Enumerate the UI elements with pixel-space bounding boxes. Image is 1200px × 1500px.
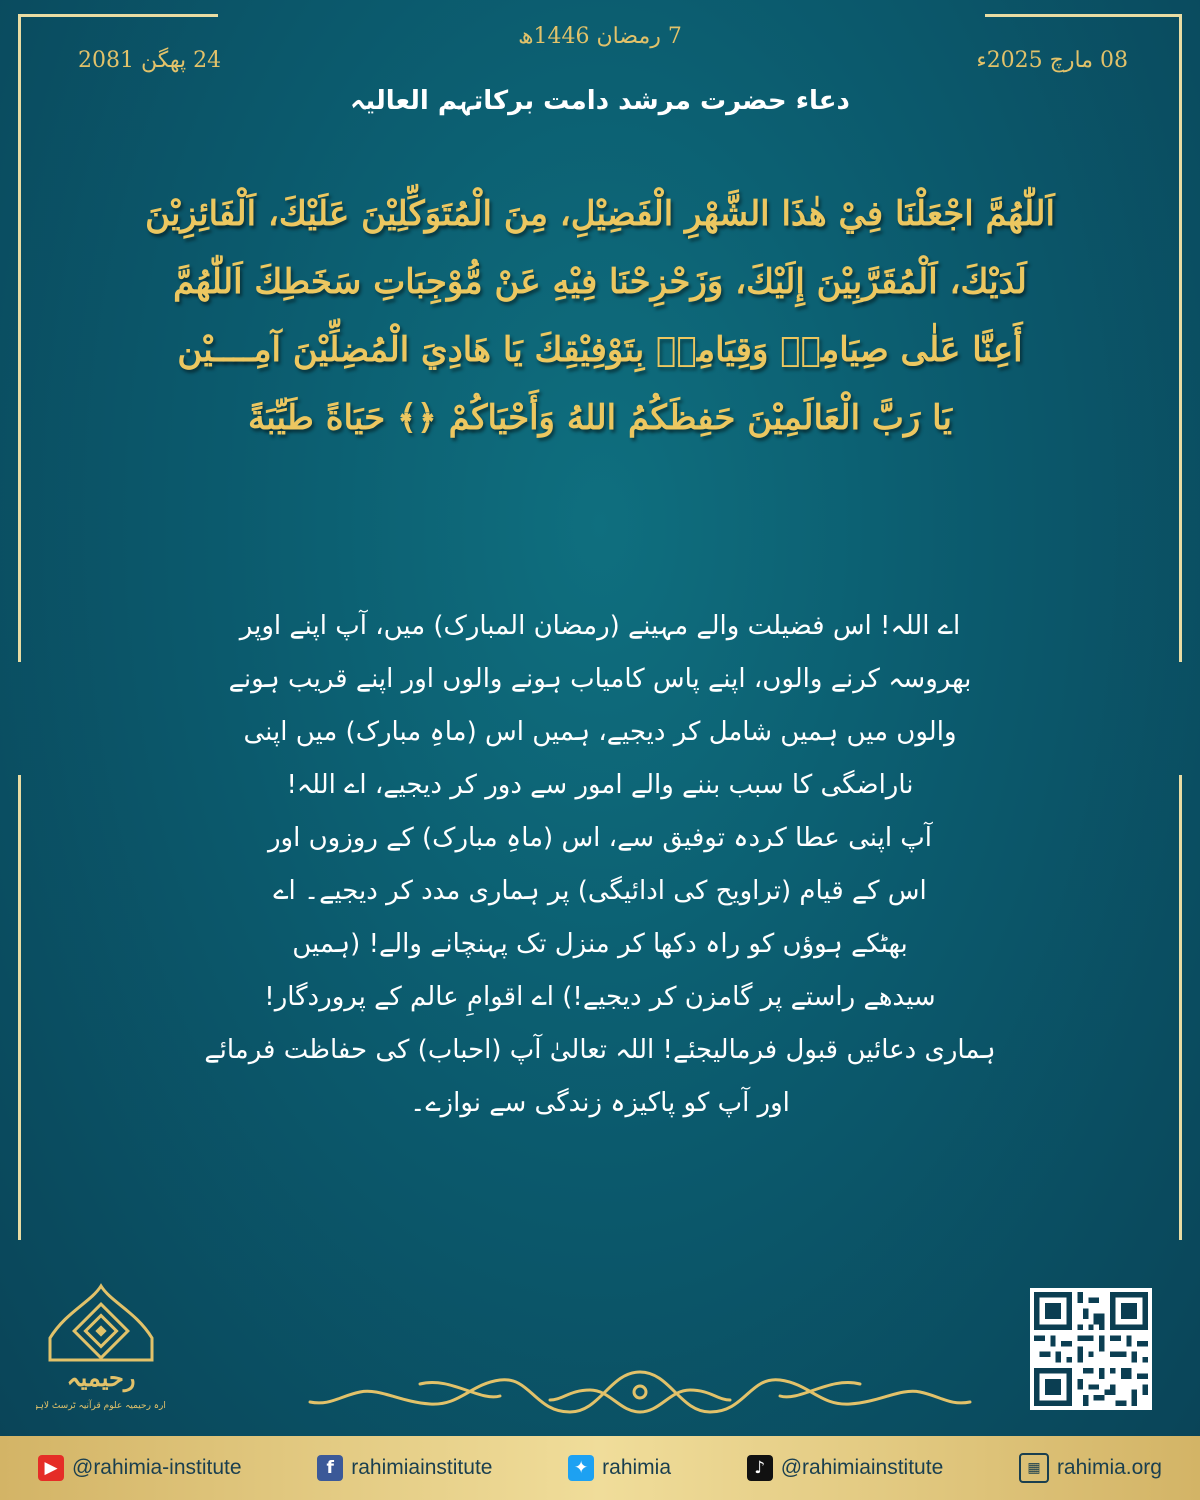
tiktok-handle: @rahimiainstitute: [780, 1456, 944, 1479]
twitter-icon: ✦: [568, 1455, 594, 1481]
urdu-line: سیدھے راستے پر گامزن کر دیجیے!) اے اقوامِ عالم کے پروردگار!: [264, 982, 936, 1012]
qr-code[interactable]: [1030, 1288, 1152, 1410]
youtube-icon: ▶: [38, 1455, 64, 1481]
frame-right-lower: [1179, 775, 1182, 1240]
urdu-line: ہماری دعائیں قبول فرمالیجئے! اللہ تعالیٰ آپ (احباب) کی حفاظت فرمائے: [204, 1035, 996, 1065]
youtube-link[interactable]: [38, 1455, 242, 1481]
arabic-line: اَللّٰهُمَّ اجْعَلْنَا فِيْ هٰذَا الشَّهْرِ الْفَضِيْلِ، مِنَ الْمُتَوَكِّلِيْنَ عَلَيْكَ، اَلْفَائِزِيْنَ: [145, 194, 1055, 234]
frame-left-lower: [18, 775, 21, 1240]
urdu-line: بھروسہ کرنے والوں، اپنے پاس کامیاب ہونے والوں اور اپنے قریب ہونے: [228, 664, 972, 694]
website-link[interactable]: [1019, 1453, 1162, 1483]
bikrami-date: 24 پھگن 2081: [78, 48, 222, 73]
urdu-line: ناراضگی کا سبب بننے والے امور سے دور کر دیجیے، اے اللہ!: [286, 770, 914, 800]
arabic-dua: [90, 180, 1110, 452]
logo-subtitle: ادارہ رحیمیہ علوم قرآنیہ ٹرسٹ لاہور: [36, 1401, 166, 1411]
arabic-line: لَدَيْكَ، اَلْمُقَرَّبِيْنَ إِلَيْكَ، وَزَحْزِحْنَا فِيْهِ عَنْ مُّوْجِبَاتِ سَخَطِكَ اَللّٰهُمَّ: [173, 262, 1027, 302]
arabic-line: أَعِنَّا عَلٰى صِيَامِهٖ وَقِيَامِهٖ بِتَوْفِيْقِكَ يَا هَادِيَ الْمُضِلِّيْنَ آمِــــيْن: [177, 330, 1023, 370]
logo-wordmark: رحیمیہ: [66, 1363, 136, 1392]
facebook-link[interactable]: [317, 1455, 492, 1481]
facebook-handle: rahimiainstitute: [351, 1456, 493, 1479]
urdu-line: اور آپ کو پاکیزہ زندگی سے نوازے۔: [410, 1088, 790, 1118]
page-title: دعاء حضرت مرشد دامت برکاتہم العالیہ: [350, 86, 850, 116]
twitter-handle: rahimia: [602, 1456, 672, 1479]
tiktok-link[interactable]: [747, 1455, 944, 1481]
youtube-handle: @rahimia-institute: [72, 1456, 242, 1479]
website-icon: ▦: [1019, 1453, 1049, 1483]
rahimia-logo: [36, 1282, 166, 1417]
urdu-line: آپ اپنی عطا کردہ توفیق سے، اس (ماہِ مبارک) کے روزوں اور: [267, 823, 933, 853]
twitter-link[interactable]: [568, 1455, 671, 1481]
urdu-line: اس کے قیام (تراویح کی ادائیگی) پر ہماری مدد کر دیجیے۔ اے: [273, 876, 927, 906]
urdu-line: والوں میں ہمیں شامل کر دیجیے، ہمیں اس (ماہِ مبارک) میں اپنی: [243, 717, 957, 747]
gold-ornament: [300, 1366, 980, 1418]
gregorian-date: 08 مارچ 2025ء: [976, 48, 1128, 73]
urdu-translation: [170, 600, 1030, 1130]
urdu-line: اے اللہ! اس فضیلت والے مہینے (رمضان المبارک) میں، آپ اپنے اوپر: [239, 611, 961, 641]
facebook-icon: f: [317, 1455, 343, 1481]
urdu-line: بھٹکے ہوؤں کو راہ دکھا کر منزل تک پہنچانے والے! (ہمیں: [292, 929, 908, 959]
social-footer: [0, 1436, 1200, 1500]
hijri-date: 7 رمضان 1446ھ: [518, 24, 682, 49]
frame-top-right: [985, 14, 1182, 17]
website-url: rahimia.org: [1056, 1456, 1162, 1479]
arabic-line: يَا رَبَّ الْعَالَمِيْنَ حَفِظَكُمُ اللهُ وَأَحْيَاكُمْ ﴿﴾ حَيَاةً طَيِّبَةً: [248, 398, 952, 438]
tiktok-icon: ♪: [747, 1455, 773, 1481]
frame-top-left: [18, 14, 218, 17]
